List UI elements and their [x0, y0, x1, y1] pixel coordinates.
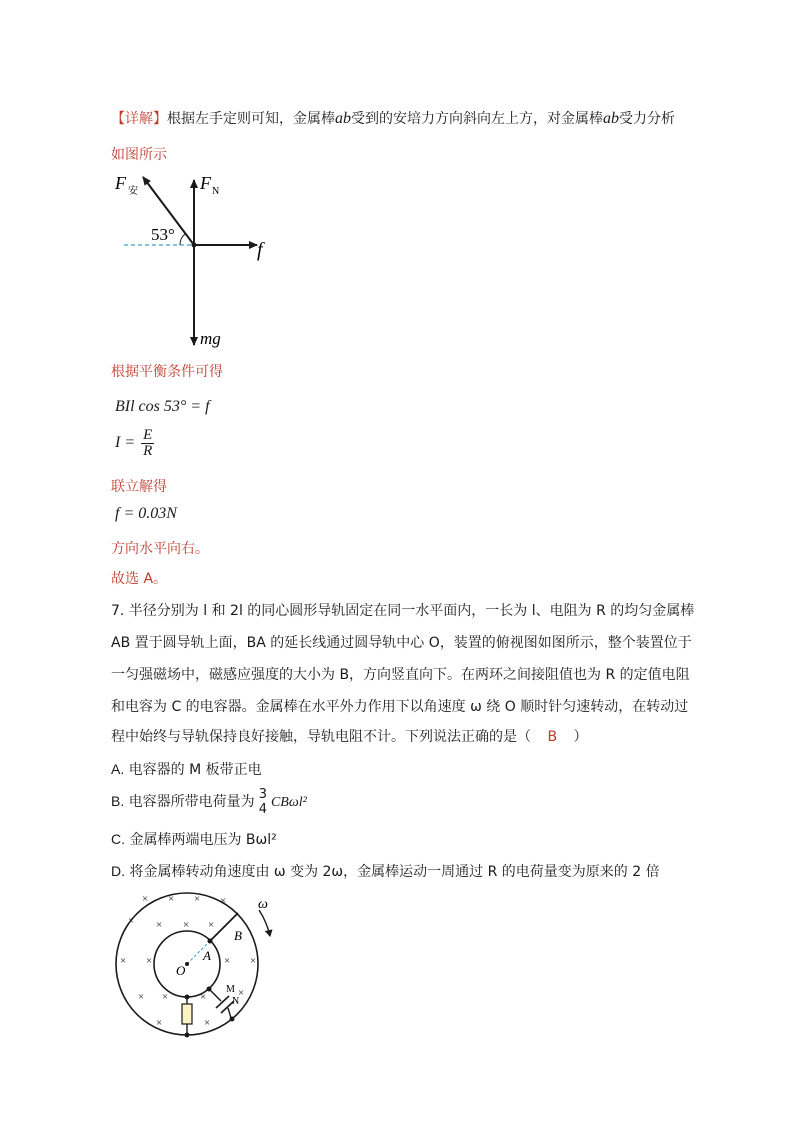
- label-m: M: [226, 984, 235, 995]
- option-c-label: C.: [111, 831, 125, 847]
- combine-text: 联立解得: [111, 479, 167, 495]
- field-cross: ×: [156, 919, 163, 931]
- question-close: ）: [573, 729, 588, 745]
- label-a: A: [203, 948, 211, 963]
- option-a: [111, 759, 262, 779]
- resistor: [182, 1004, 192, 1024]
- field-cross: ×: [156, 1017, 163, 1029]
- detail-text-2: 受到的安培力方向斜向左上方，对金属棒: [351, 111, 603, 127]
- equation-2-den: R: [143, 443, 153, 459]
- field-cross: ×: [162, 991, 169, 1003]
- omega-label: ω: [258, 897, 268, 912]
- mg-label: mg: [200, 329, 221, 348]
- capacitor-wire-top: [209, 989, 221, 1001]
- question-line-4: 和电容为 C 的电容器。金属棒在水平外力作用下以角速度 ω 绕 O 顺时针匀速转动，在转动过: [111, 699, 689, 715]
- option-b-frac-num: 3: [258, 787, 267, 802]
- equation-2-num: E: [143, 427, 153, 443]
- option-d-text: 将金属棒转动角速度由 ω 变为 2ω，金属棒运动一周通过 R 的电荷量变为原来的 2 倍: [129, 864, 660, 880]
- equation-3: f = 0.03N: [115, 505, 177, 522]
- detail-tag: 【详解】: [111, 111, 167, 127]
- detail-text-1: 根据左手定则可知，金属棒: [167, 111, 335, 127]
- detail-line-2: 如图所示: [111, 147, 167, 163]
- label-b: B: [234, 928, 242, 943]
- angle-label: 53°: [151, 225, 175, 244]
- field-cross: ×: [194, 893, 201, 905]
- capacitor-wire-bottom: [228, 1008, 231, 1018]
- f-an-sub: 安: [128, 186, 138, 197]
- field-cross: ×: [250, 955, 257, 967]
- option-a-text: 电容器的 M 板带正电: [128, 762, 262, 778]
- question-line-3: 一匀强磁场中，磁感应强度的大小为 B，方向竖直向下。在两环之间接阻值也为 R 的定值电阻: [111, 667, 690, 683]
- equilibrium-text: 根据平衡条件可得: [111, 364, 223, 380]
- field-cross: ×: [168, 893, 175, 905]
- option-b-text: 电容器所带电荷量为: [128, 794, 255, 810]
- fn-label: F: [200, 173, 211, 193]
- option-c: [111, 829, 277, 849]
- option-b-label: B.: [111, 793, 125, 809]
- detail-line-1: [111, 108, 675, 128]
- field-cross: ×: [128, 915, 135, 927]
- option-d-label: D.: [111, 863, 125, 879]
- question-line-2: AB 置于圆导轨上面，BA 的延长线通过圆导轨中心 O，装置的俯视图如图所示，整个装置位于: [111, 635, 692, 651]
- field-cross: ×: [238, 987, 245, 999]
- field-cross: ×: [200, 991, 207, 1003]
- question-answer: B: [547, 729, 558, 745]
- option-c-text: 金属棒两端电压为 Bωl²: [129, 832, 277, 848]
- equation-1: BIl cos 53° = f: [115, 398, 210, 415]
- detail-text-3: 受力分析: [619, 111, 675, 127]
- field-cross: ×: [204, 1017, 211, 1029]
- label-o: O: [176, 963, 186, 978]
- field-cross: ×: [138, 991, 145, 1003]
- question-line-5: [111, 726, 588, 746]
- question-line-5-text: 程中始终与导轨保持良好接触，导轨电阻不计。下列说法正确的是（: [111, 729, 531, 745]
- field-cross: ×: [208, 919, 215, 931]
- ring-circuit-diagram: [110, 888, 285, 1048]
- question-line-1: 7. 半径分别为 l 和 2l 的同心圆形导轨固定在同一水平面内，一长为 l、电阻为 R 的均匀金属棒: [111, 603, 695, 619]
- option-a-label: A.: [111, 761, 125, 777]
- direction-text: 方向水平向右。: [111, 541, 209, 557]
- field-cross: ×: [183, 919, 190, 931]
- f-label: f: [257, 239, 263, 261]
- option-b: [111, 787, 307, 817]
- field-cross: ×: [224, 955, 231, 967]
- field-cross: ×: [220, 895, 227, 907]
- field-cross: ×: [146, 955, 153, 967]
- ab-label-2: ab: [603, 110, 619, 127]
- option-b-frac-den: 4: [258, 802, 267, 817]
- fn-sub: N: [212, 186, 220, 197]
- force-diagram: [110, 165, 280, 355]
- ab-label-1: ab: [335, 110, 351, 127]
- field-cross: ×: [120, 955, 127, 967]
- f-an-label: F: [115, 173, 126, 193]
- answer-text: 故选 A。: [111, 571, 168, 587]
- label-n: N: [232, 996, 240, 1007]
- equation-2: [115, 428, 156, 459]
- omega-rotation-arrow: [259, 910, 270, 936]
- field-cross: ×: [142, 893, 149, 905]
- option-b-tail: CBωl²: [270, 795, 307, 810]
- equation-2-lhs: I =: [115, 434, 136, 452]
- option-d: [111, 861, 660, 881]
